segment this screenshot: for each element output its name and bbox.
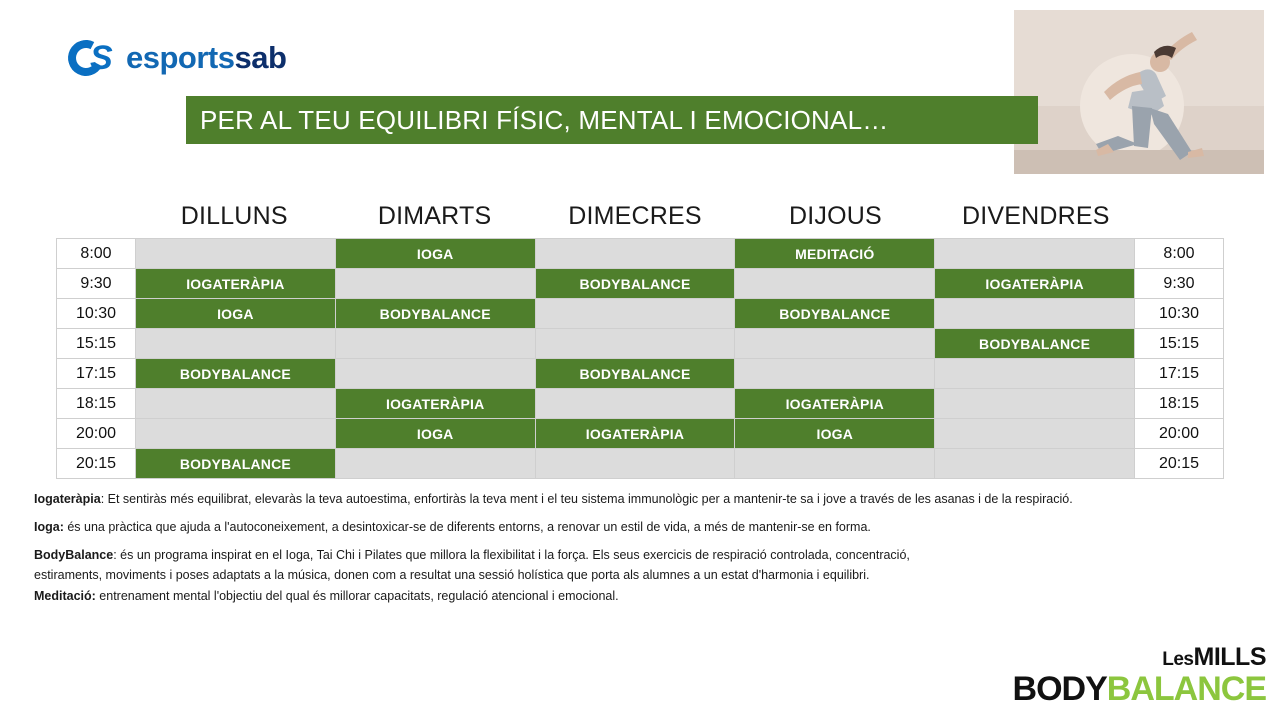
- schedule-cell: [335, 449, 535, 479]
- description-meditacio: [34, 587, 1244, 605]
- schedule-cell: IOGATERÀPIA: [136, 269, 336, 299]
- es-monogram-icon: S: [68, 38, 124, 78]
- schedule-cell: [335, 269, 535, 299]
- description-label-meditacio: Meditació:: [34, 588, 96, 603]
- row-time-left: 10:30: [57, 299, 136, 329]
- schedule-cell: IOGA: [335, 419, 535, 449]
- schedule-cell: [335, 329, 535, 359]
- table-row: [57, 299, 1224, 329]
- schedule-cell: IOGA: [735, 419, 935, 449]
- description-bodybalance: [34, 546, 1244, 564]
- table-row: [57, 359, 1224, 389]
- schedule-cell: BODYBALANCE: [136, 359, 336, 389]
- description-bodybalance-line2: estiraments, moviments i poses adaptats a la música, donen com a resultat una sessió holística que porta als alumnes a un estat d'harmonia i equilibri.: [34, 568, 870, 583]
- row-time-left: 8:00: [57, 239, 136, 269]
- description-text-ioga: és una pràctica que ajuda a l'autoconeixement, a desintoxicar-se de diferents entorns, a renovar un estil de vida, a més de mantenir-se en forma.: [63, 520, 871, 535]
- table-row: [57, 239, 1224, 269]
- day-header-spacer-left: [56, 202, 134, 236]
- row-time-left: 20:15: [57, 449, 136, 479]
- schedule-cell: [535, 299, 735, 329]
- table-row: [57, 389, 1224, 419]
- day-header-dimarts: DIMARTS: [377, 202, 492, 230]
- row-time-right: 15:15: [1135, 329, 1224, 359]
- schedule-cell: [735, 359, 935, 389]
- description-label-iogaterapia: Iogateràpia: [34, 492, 101, 506]
- schedule-cell: BODYBALANCE: [335, 299, 535, 329]
- schedule-table: [56, 238, 1224, 479]
- description-ioga: [34, 518, 1244, 536]
- schedule-cell: IOGATERÀPIA: [735, 389, 935, 419]
- schedule-cell: [935, 359, 1135, 389]
- row-time-right: 10:30: [1135, 299, 1224, 329]
- description-text-meditacio: entrenament mental l'objectiu del qual és millorar capacitats, regulació atencional i emocional.: [95, 588, 619, 603]
- day-header-dilluns: DILLUNS: [180, 202, 288, 230]
- schedule-cell: MEDITACIÓ: [735, 239, 935, 269]
- table-row: [57, 449, 1224, 479]
- day-header-row: [56, 202, 1224, 236]
- row-time-right: 9:30: [1135, 269, 1224, 299]
- schedule-cell: BODYBALANCE: [935, 329, 1135, 359]
- description-label-ioga: Ioga:: [34, 520, 64, 535]
- yoga-photo: [1014, 10, 1264, 174]
- schedule-cell: [935, 389, 1135, 419]
- lesmills-word-mills: MILLS: [1193, 643, 1266, 671]
- schedule-cell: [935, 449, 1135, 479]
- schedule-cell: BODYBALANCE: [735, 299, 935, 329]
- description-iogaterapia: [34, 490, 1244, 508]
- schedule-cell: IOGA: [136, 299, 336, 329]
- row-time-right: 20:15: [1135, 449, 1224, 479]
- schedule-cell: BODYBALANCE: [136, 449, 336, 479]
- lesmills-bodybalance-logo: [1013, 645, 1266, 706]
- schedule-cell: [935, 299, 1135, 329]
- day-header-dimecres: DIMECRES: [568, 202, 702, 230]
- schedule-cell: [335, 359, 535, 389]
- schedule-cell: [735, 329, 935, 359]
- page-title: PER AL TEU EQUILIBRI FÍSIC, MENTAL I EMOCIONAL…: [186, 96, 1038, 144]
- schedule-cell: BODYBALANCE: [535, 359, 735, 389]
- schedule-cell: [136, 389, 336, 419]
- row-time-right: 8:00: [1135, 239, 1224, 269]
- bodybalance-wordmark: [1013, 672, 1266, 706]
- schedule-cell: BODYBALANCE: [535, 269, 735, 299]
- schedule-cell: [136, 419, 336, 449]
- yoga-photo-illustration: [1014, 10, 1264, 174]
- row-time-right: 20:00: [1135, 419, 1224, 449]
- bodybalance-word-body: BODY: [1012, 670, 1107, 708]
- row-time-left: 15:15: [57, 329, 136, 359]
- schedule-cell: [935, 419, 1135, 449]
- schedule-cell: [535, 329, 735, 359]
- schedule-cell: [535, 239, 735, 269]
- lesmills-wordmark: [1013, 645, 1266, 670]
- company-logo: [68, 36, 286, 80]
- schedule-cell: [136, 239, 336, 269]
- logo-word-esports: esports: [126, 40, 235, 75]
- row-time-left: 9:30: [57, 269, 136, 299]
- day-header-divendres: DIVENDRES: [961, 202, 1110, 230]
- day-header-spacer-right: [1136, 202, 1224, 236]
- schedule-cell: [535, 449, 735, 479]
- schedule-cell: IOGATERÀPIA: [335, 389, 535, 419]
- description-text-bodybalance: : és un programa inspirat en el Ioga, Tai Chi i Pilates que millora la flexibilitat i la força. Els seus exercicis de respiració controlada, concentració,: [113, 548, 910, 563]
- schedule-table-body: [57, 239, 1224, 479]
- day-header-dijous: DIJOUS: [788, 202, 882, 230]
- table-row: [57, 419, 1224, 449]
- class-descriptions: [34, 490, 1244, 615]
- schedule-cell: [535, 389, 735, 419]
- row-time-left: 20:00: [57, 419, 136, 449]
- row-time-left: 17:15: [57, 359, 136, 389]
- schedule-cell: IOGATERÀPIA: [535, 419, 735, 449]
- schedule-cell: [136, 329, 336, 359]
- lesmills-word-les: Les: [1162, 649, 1194, 670]
- table-row: [57, 329, 1224, 359]
- logo-wordmark: [126, 40, 286, 76]
- schedule-cell: [735, 449, 935, 479]
- row-time-left: 18:15: [57, 389, 136, 419]
- schedule-cell: IOGATERÀPIA: [935, 269, 1135, 299]
- schedule-cell: [935, 239, 1135, 269]
- row-time-right: 17:15: [1135, 359, 1224, 389]
- schedule-cell: [735, 269, 935, 299]
- row-time-right: 18:15: [1135, 389, 1224, 419]
- logo-word-sab: sab: [234, 40, 287, 75]
- description-label-bodybalance: BodyBalance: [34, 548, 114, 563]
- bodybalance-word-balance: BALANCE: [1106, 670, 1266, 708]
- description-text-iogaterapia: : Et sentiràs més equilibrat, elevaràs la teva autoestima, enfortiràs la teva ment i el teu sistema immunològic per a mantenir-te sa i jove a través de les asanas i de la respiració.: [100, 492, 1073, 506]
- table-row: [57, 269, 1224, 299]
- schedule-cell: IOGA: [335, 239, 535, 269]
